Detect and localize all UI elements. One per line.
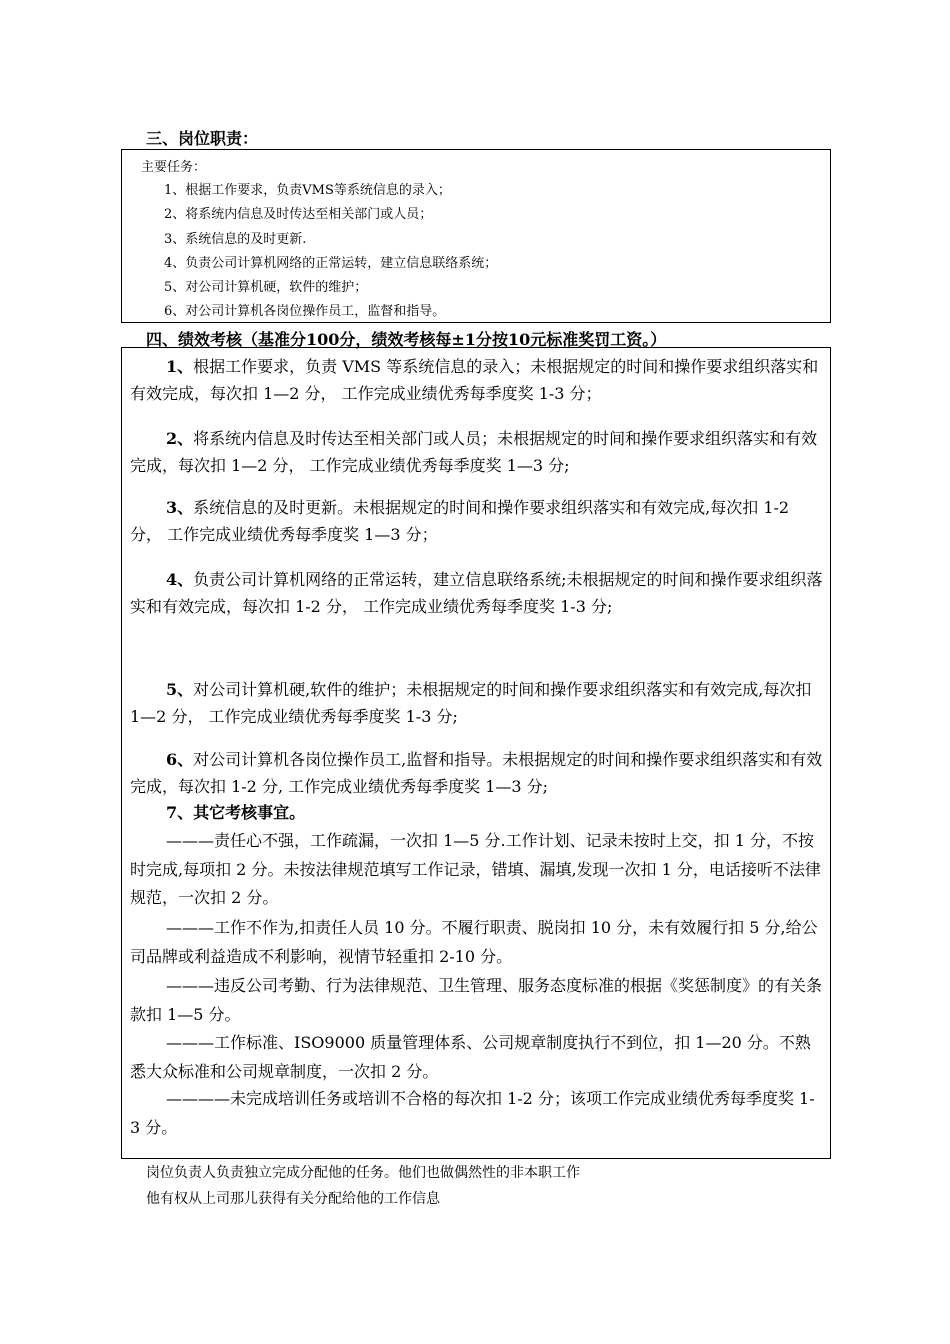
sub-item-1: ———责任心不强，工作疏漏，一次扣 1—5 分.工作计划、记录未按时上交，扣 1 分，不按时完成,每项扣 2 分。未按法律规范填写工作记录，错填、漏填,发现一次扣 1 分，电话接听不法律规范，一次扣 2 分。 [130, 831, 821, 907]
item-number: 3、 [166, 498, 194, 517]
task-item: 5、对公司计算机硬，软件的维护； [164, 280, 368, 296]
sub-item-4: ———工作标准、ISO9000 质量管理体系、公司规章制度执行不到位，扣 1—20 分。不熟悉大众标准和公司规章制度，一次扣 2 分。 [130, 1033, 811, 1081]
item-number: 6、 [166, 750, 194, 769]
assessment-item-3 [130, 494, 824, 548]
item-number: 4、 [166, 570, 194, 589]
task-item: 2、将系统内信息及时传达至相关部门或人员； [164, 207, 433, 223]
item-text: 对公司计算机硬,软件的维护；未根据规定的时间和操作要求组织落实和有效完成,每次扣 1—2 分， 工作完成业绩优秀每季度奖 1-3 分; [130, 680, 812, 726]
item-7-heading: 7、其它考核事宜。 [166, 803, 306, 822]
item-text: 对公司计算机各岗位操作员工,监督和指导。未根据规定的时间和操作要求组织落实和有效完成，每次扣 1-2 分, 工作完成业绩优秀每季度奖 1—3 分; [130, 750, 823, 796]
assessment-item-6 [130, 746, 824, 800]
item-text: 将系统内信息及时传达至相关部门或人员；未根据规定的时间和操作要求组织落实和有效完成，每次扣 1—2 分， 工作完成业绩优秀每季度奖 1—3 分; [130, 429, 818, 475]
section-4-title: 四、绩效考核（基准分100分，绩效考核每±1分按10元标准奖罚工资。） [146, 330, 667, 349]
footer-line-1: 岗位负责人负责独立完成分配他的任务。他们也做偶然性的非本职工作 [146, 1165, 580, 1181]
sub-item-5: ————未完成培训任务或培训不合格的每次扣 1-2 分；该项工作完成业绩优秀每季度奖 1-3 分。 [130, 1089, 815, 1137]
main-tasks-label: 主要任务： [141, 160, 207, 175]
performance-box [121, 347, 831, 1159]
responsibilities-box [121, 149, 831, 323]
task-item: 6、对公司计算机各岗位操作员工，监督和指导。 [164, 304, 446, 320]
assessment-item-1 [130, 353, 824, 407]
item-text: 系统信息的及时更新。未根据规定的时间和操作要求组织落实和有效完成,每次扣 1-2 分， 工作完成业绩优秀每季度奖 1—3 分； [130, 498, 790, 544]
assessment-item-4 [130, 566, 824, 620]
section-3-title: 三、岗位职责： [146, 129, 259, 148]
assessment-item-5 [130, 676, 824, 730]
task-item: 3、系统信息的及时更新. [164, 231, 307, 247]
item-text: 负责公司计算机网络的正常运转，建立信息联络系统;未根据规定的时间和操作要求组织落实和有效完成，每次扣 1-2 分， 工作完成业绩优秀每季度奖 1-3 分; [130, 570, 823, 616]
item-text: 根据工作要求，负责 VMS 等系统信息的录入；未根据规定的时间和操作要求组织落实和有效完成，每次扣 1—2 分， 工作完成业绩优秀每季度奖 1-3 分； [130, 357, 819, 403]
task-item: 4、负责公司计算机网络的正常运转，建立信息联络系统； [164, 255, 498, 271]
footer-line-2: 他有权从上司那儿获得有关分配给他的工作信息 [146, 1191, 440, 1207]
assessment-item-2 [130, 425, 824, 479]
item-number: 5、 [166, 680, 194, 699]
sub-item-2: ———工作不作为,扣责任人员 10 分。不履行职责、脱岗扣 10 分，未有效履行扣 5 分,给公司品牌或利益造成不利影响，视情节轻重扣 2-10 分。 [130, 918, 818, 966]
item-number: 1、 [166, 357, 194, 376]
item-number: 2、 [166, 429, 194, 448]
sub-item-3: ———违反公司考勤、行为法律规范、卫生管理、服务态度标准的根据《奖惩制度》的有关条款扣 1—5 分。 [130, 976, 823, 1024]
task-list [164, 179, 497, 325]
task-item: 1、根据工作要求，负责VMS等系统信息的录入； [164, 183, 451, 198]
